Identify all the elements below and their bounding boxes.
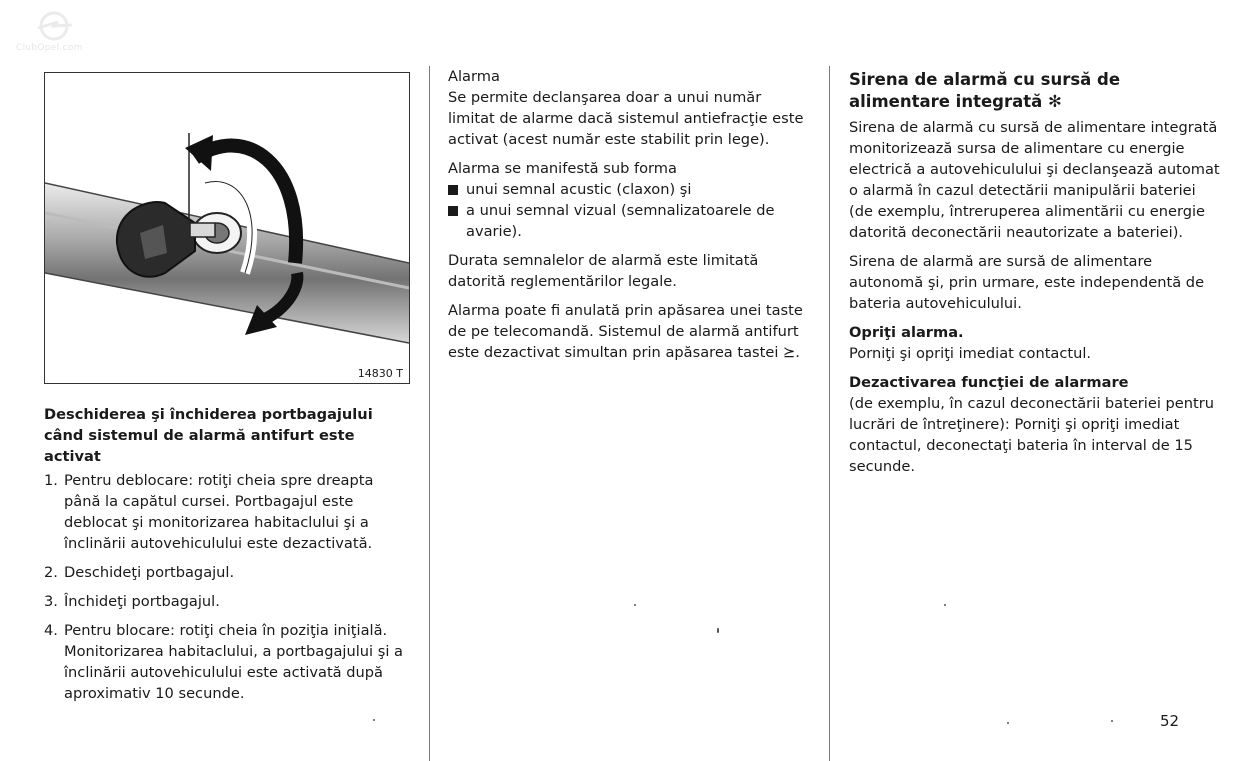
section-title-siren: Sirena de alarmă cu sursă de alimentare integrată ✻ xyxy=(849,70,1121,111)
list-item: 4. Pentru blocare: rotiţi cheia în poziţia iniţială. Monitorizarea habitaclului, a portbagajului şi a înclinării autovehiculului este activată după aproximativ 10 secunde. xyxy=(44,622,403,702)
key-illustration xyxy=(44,72,410,384)
optional-equipment-star-icon: ✻ xyxy=(1048,92,1062,111)
paragraph: (de exemplu, în cazul deconectării bateriei pentru lucrări de întreţinere): Porniţi şi opriţi imediat contactul, deconectaţi bateria în interval de 15 secunde. xyxy=(849,395,1214,475)
subheading-stop-alarm: Opriţi alarma. xyxy=(849,324,964,341)
bullet-square-icon xyxy=(448,206,458,216)
trunk-steps-list xyxy=(44,470,414,712)
paragraph: Se permite declanşarea doar a unui număr limitat de alarme dacă sistemul antiefracţie este activat (acest număr este stabilit prin lege). xyxy=(448,89,804,148)
column-divider-left xyxy=(429,66,430,761)
watermark-logo xyxy=(14,10,124,54)
key-turn-illustration xyxy=(45,73,409,383)
paragraph: Alarma se manifestă sub forma xyxy=(448,160,677,177)
list-item: unui semnal acustic (claxon) şi xyxy=(448,179,810,200)
figure-code: 14830 T xyxy=(357,367,403,380)
section-title-trunk: Deschiderea şi închiderea portbagajului când sistemul de alarmă antifurt este activat xyxy=(44,406,373,465)
scan-speck xyxy=(634,604,636,606)
bullet-square-icon xyxy=(448,185,458,195)
watermark-text: ClubOpel.com xyxy=(16,43,83,53)
alarm-section xyxy=(448,66,810,371)
scan-speck xyxy=(1007,722,1009,724)
scan-speck xyxy=(717,628,719,633)
section-title-alarm: Alarma xyxy=(448,68,500,85)
opel-logo-icon xyxy=(14,10,74,44)
subheading-deactivate-alarm: Dezactivarea funcţiei de alarmare xyxy=(849,374,1129,391)
scan-speck xyxy=(373,719,375,721)
paragraph: Alarma poate fi anulată prin apăsarea unei taste de pe telecomandă. Sistemul de alarmă antifurt este dezactivat simultan prin apăsarea tastei ⪰. xyxy=(448,302,803,361)
list-item: 2. Deschideţi portbagajul. xyxy=(44,564,235,581)
scan-speck xyxy=(944,604,946,606)
paragraph: Porniţi şi opriţi imediat contactul. xyxy=(849,345,1092,362)
paragraph: Sirena de alarmă are sursă de alimentare autonomă şi, prin urmare, este independentă de bateria autovehiculului. xyxy=(849,253,1205,312)
page-number: 52 xyxy=(1160,712,1180,730)
list-item: 1. Pentru deblocare: rotiţi cheia spre dreapta până la capătul cursei. Portbagajul este deblocat şi monitorizarea habitaclului şi a înclinării autovehiculului este dezactivată. xyxy=(44,472,374,552)
siren-section xyxy=(849,69,1224,485)
column-divider-right xyxy=(829,66,830,761)
scan-speck xyxy=(1111,720,1113,722)
paragraph: Sirena de alarmă cu sursă de alimentare integrată monitorizează sursa de alimentare cu energie electrică a autovehiculului şi declanşează automat o alarmă în cazul detectării manipulării bateriei (de exemplu, întreruperea alimentării cu energie datorită deconectării neautorizate a bateriei). xyxy=(849,119,1220,241)
list-item: a unui semnal vizual (semnalizatoarele de avarie). xyxy=(448,200,810,242)
lock-key-icon: ⪰. xyxy=(783,344,800,361)
alarm-signal-list xyxy=(448,179,810,242)
paragraph: Durata semnalelor de alarmă este limitată datorită reglementărilor legale. xyxy=(448,252,759,290)
list-item: 3. Închideţi portbagajul. xyxy=(44,593,220,610)
